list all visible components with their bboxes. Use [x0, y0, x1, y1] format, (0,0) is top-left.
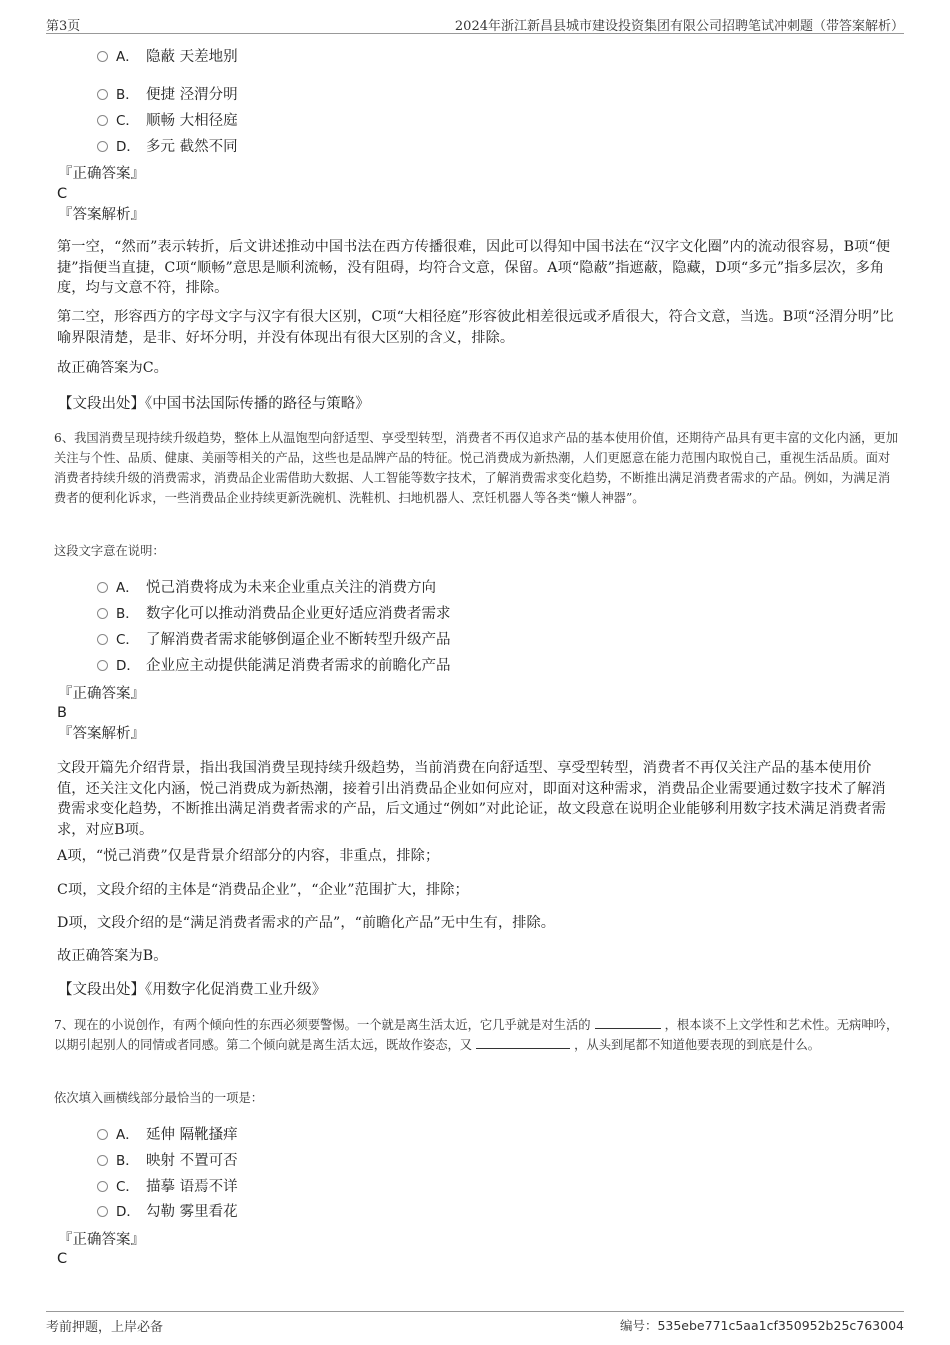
q5-option-c[interactable]: C． 顺畅 大相径庭 — [97, 111, 238, 131]
q5-option-a[interactable]: A． 隐蔽 天差地别 — [97, 47, 238, 67]
q6-prompt: 这段文字意在说明： — [54, 544, 165, 558]
q6-option-d[interactable]: D． 企业应主动提供能满足消费者需求的前瞻化产品 — [97, 656, 451, 676]
fill-blank-2 — [476, 1036, 570, 1049]
q7-option-a[interactable]: A． 延伸 隔靴搔痒 — [97, 1125, 238, 1145]
page-footer — [46, 1311, 904, 1336]
q6-answer-label: 『正确答案』 — [58, 686, 145, 702]
document-title: 2024年浙江新昌县城市建设投资集团有限公司招聘笔试冲刺题（带答案解析） — [454, 19, 904, 34]
q5-analysis-p1: 第一空，“然而”表示转折，后文讲述推动中国书法在西方传播很难，因此可以得知中国书法在“汉字文化圈”内的流动很容易，B项“便捷”指便当直捷，C项“顺畅”意思是顺利流畅，没有阻碍，均符合文意，保留。A项“隐蔽”指遮蔽，隐藏，D项“多元”指多层次，多角度，均与文意不符，排除。 — [57, 239, 891, 296]
q5-answer: C — [57, 186, 68, 202]
q6-analysis-p3: C项，文段介绍的主体是“消费品企业”，“企业”范围扩大，排除； — [57, 882, 469, 898]
q7-prompt: 依次填入画横线部分最恰当的一项是： — [54, 1091, 264, 1105]
page-number: 第3页 — [46, 19, 81, 34]
radio-icon[interactable] — [97, 1155, 108, 1166]
radio-icon[interactable] — [97, 51, 108, 62]
q5-conclusion: 故正确答案为C。 — [57, 360, 168, 376]
q6-source: 【文段出处】《用数字化促消费工业升级》 — [58, 982, 327, 998]
footer-slogan: 考前押题，上岸必备 — [46, 1320, 164, 1335]
q6-analysis-p2: A项，“悦己消费”仅是背景介绍部分的内容，非重点，排除； — [57, 848, 440, 864]
page-header — [46, 13, 904, 34]
radio-icon[interactable] — [97, 89, 108, 100]
q7-option-b[interactable]: B． 映射 不置可否 — [97, 1151, 238, 1171]
radio-icon[interactable] — [97, 1206, 108, 1217]
q6-option-a[interactable]: A． 悦己消费将成为未来企业重点关注的消费方向 — [97, 578, 436, 598]
q5-answer-label: 『正确答案』 — [58, 166, 145, 182]
radio-icon[interactable] — [97, 660, 108, 671]
radio-icon[interactable] — [97, 608, 108, 619]
q7-option-d[interactable]: D． 勾勒 雾里看花 — [97, 1202, 238, 1222]
radio-icon[interactable] — [97, 1129, 108, 1140]
q6-stem: 6、我国消费呈现持续升级趋势，整体上从温饱型向舒适型、享受型转型，消费者不再仅追求产品的基本使用价值，还期待产品具有更丰富的文化内涵，更加关注与个性、品质、健康、美丽等相关的产品，这些也是品牌产品的特征。悦己消费成为新热潮，人们更愿意在能力范围内取悦自己，重视生活品质。面对消费者持续升级的消费需求，消费品企业需借助大数据、人工智能等数字技术，了解消费需求变化趋势，不断推出满足消费者需求的产品。例如，为满足消费者的便利化诉求，一些消费品企业持续更新洗碗机、洗鞋机、扫地机器人、烹饪机器人等各类“懒人神器”。 — [54, 431, 899, 505]
q6-analysis-p1: 文段开篇先介绍背景，指出我国消费呈现持续升级趋势，当前消费在向舒适型、享受型转型，消费者不再仅关注产品的基本使用价值，还关注文化内涵，悦己消费成为新热潮，接着引出消费品企业如何应对，即面对这种需求，消费品企业需要通过数字技术了解消费需求变化趋势，不断推出满足消费者需求的产品，后文通过“例如”对此论证，故文段意在说明企业能够利用数字技术满足消费者需求，对应B项。 — [57, 760, 887, 838]
q6-analysis-label: 『答案解析』 — [58, 726, 145, 742]
q5-source: 【文段出处】《中国书法国际传播的路径与策略》 — [58, 396, 370, 412]
radio-icon[interactable] — [97, 1181, 108, 1192]
q7-stem: 7、现在的小说创作，有两个倾向性的东西必须要警惕。一个就是离生活太近，它几乎就是对生活的 ，根本谈不上文学性和艺术性。无病呻吟，以期引起别人的同情或者同感。第二个倾向就是离生活太远，既故作姿态，又 ，从头到尾都不知道他要表现的到底是什么。 — [54, 1018, 899, 1052]
q7-answer-label: 『正确答案』 — [58, 1232, 145, 1248]
fill-blank-1 — [595, 1016, 661, 1029]
q5-analysis-p2: 第二空，形容西方的字母文字与汉字有很大区别，C项“大相径庭”形容彼此相差很远或矛盾很大，符合文意，当选。B项“泾渭分明”比喻界限清楚，是非、好坏分明，并没有体现出有很大区别的含义，排除。 — [57, 309, 894, 346]
q5-analysis-label: 『答案解析』 — [58, 207, 145, 223]
q5-option-d[interactable]: D． 多元 截然不同 — [97, 137, 238, 157]
q6-conclusion: 故正确答案为B。 — [57, 948, 168, 964]
q5-option-b[interactable]: B． 便捷 泾渭分明 — [97, 85, 238, 105]
radio-icon[interactable] — [97, 115, 108, 126]
q6-analysis-p4: D项，文段介绍的是“满足消费者需求的产品”，“前瞻化产品”无中生有，排除。 — [57, 915, 556, 931]
q7-answer: C — [57, 1251, 68, 1267]
q6-option-b[interactable]: B． 数字化可以推动消费品企业更好适应消费者需求 — [97, 604, 451, 624]
radio-icon[interactable] — [97, 634, 108, 645]
q7-option-c[interactable]: C． 描摹 语焉不详 — [97, 1177, 238, 1197]
q6-option-c[interactable]: C． 了解消费者需求能够倒逼企业不断转型升级产品 — [97, 630, 451, 650]
radio-icon[interactable] — [97, 141, 108, 152]
document-code: 编号：535ebe771c5aa1cf350952b25c763004 — [619, 1318, 904, 1333]
radio-icon[interactable] — [97, 582, 108, 593]
q6-answer: B — [57, 705, 67, 721]
